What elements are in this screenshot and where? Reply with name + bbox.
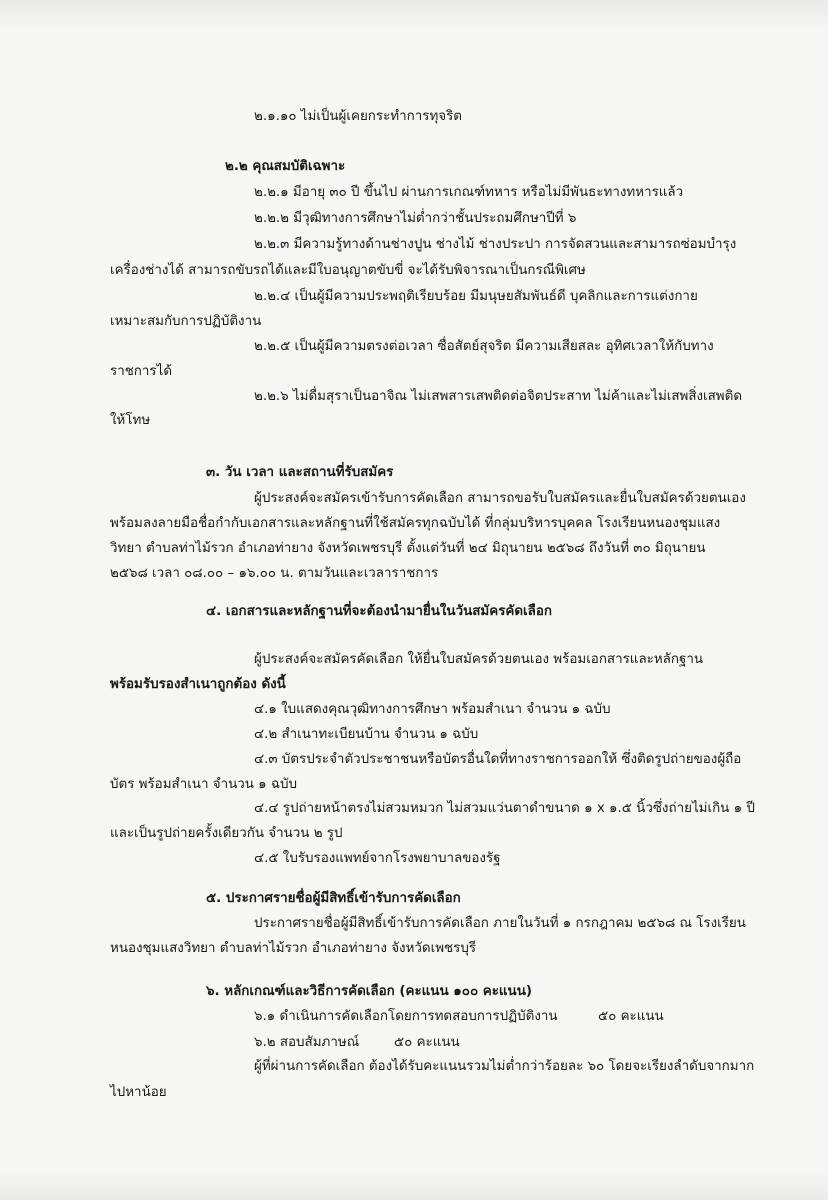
item-6-1-score: ๕๐ คะแนน [598, 1009, 664, 1024]
item-6-1: ๖.๑ ดำเนินการคัดเลือกโดยการทดสอบการปฏิบัติงาน [254, 1009, 558, 1024]
clause-2-2-4-line1: ๒.๒.๔ เป็นผู้มีความประพฤติเรียบร้อย มีมนุษยสัมพันธ์ดี บุคลิกและการแต่งกาย [254, 289, 698, 304]
item-6-2-score: ๕๐ คะแนน [394, 1035, 460, 1050]
clause-2-2-4-line2: เหมาะสมกับการปฏิบัติงาน [110, 314, 262, 329]
item-4-4-line2: และเป็นรูปถ่ายครั้งเดียวกัน จำนวน ๒ รูป [110, 826, 343, 841]
section-4-line1: ผู้ประสงค์จะสมัครคัดเลือก ให้ยื่นใบสมัครด้วยตนเอง พร้อมเอกสารและหลักฐาน [254, 652, 704, 667]
section-6-line1: ผู้ที่ผ่านการคัดเลือก ต้องได้รับคะแนนรวมไม่ต่ำกว่าร้อยละ ๖๐ โดยจะเรียงลำดับจากมาก [254, 1059, 755, 1074]
clause-2-2-6-line2: ให้โทษ [110, 413, 151, 428]
section-4-line2: พร้อมรับรองสำเนาถูกต้อง ดังนี้ [110, 677, 286, 692]
section-5-line1: ประกาศรายชื่อผู้มีสิทธิ์เข้ารับการคัดเลือก ภายในวันที่ ๑ กรกฎาคม ๒๕๖๘ ณ โรงเรียน [254, 916, 746, 931]
heading-3: ๓. วัน เวลา และสถานที่รับสมัคร [206, 465, 394, 480]
clause-2-1-10: ๒.๑.๑๐ ไม่เป็นผู้เคยกระทำการทุจริต [254, 109, 463, 124]
section-5-line2: หนองชุมแสงวิทยา ตำบลท่าไม้รวก อำเภอท่ายาง จังหวัดเพชรบุรี [110, 941, 477, 956]
item-4-5: ๔.๕ ใบรับรองแพทย์จากโรงพยาบาลของรัฐ [254, 851, 501, 866]
item-4-4-line1: ๔.๔ รูปถ่ายหน้าตรงไม่สวมหมวก ไม่สวมแว่นตาดำขนาด ๑ x ๑.๕ นิ้วซึ่งถ่ายไม่เกิน ๑ ปี [254, 801, 755, 816]
section-6-line2: ไปหาน้อย [110, 1085, 167, 1100]
item-6-2: ๖.๒ สอบสัมภาษณ์ [254, 1035, 360, 1050]
heading-5: ๕. ประกาศรายชื่อผู้มีสิทธิ์เข้ารับการคัดเลือก [206, 891, 461, 906]
clause-2-2-5-line1: ๒.๒.๕ เป็นผู้มีความตรงต่อเวลา ซื่อสัตย์สุจริต มีความเสียสละ อุทิศเวลาให้กับทาง [254, 339, 714, 354]
section-3-line4: ๒๕๖๘ เวลา ๐๘.๐๐ – ๑๖.๐๐ น. ตามวันและเวลาราชการ [110, 566, 439, 581]
item-4-3-line2: บัตร พร้อมสำเนา จำนวน ๑ ฉบับ [110, 777, 298, 792]
clause-2-2-1: ๒.๒.๑ มีอายุ ๓๐ ปี ขึ้นไป ผ่านการเกณฑ์ทหาร หรือไม่มีพันธะทางทหารแล้ว [254, 185, 684, 200]
item-4-2: ๔.๒ สำเนาทะเบียนบ้าน จำนวน ๑ ฉบับ [254, 727, 479, 742]
item-4-3-line1: ๔.๓ บัตรประจำตัวประชาชนหรือบัตรอื่นใดที่ทางราชการออกให้ ซึ่งติดรูปถ่ายของผู้ถือ [254, 752, 742, 767]
clause-2-2-3-line1: ๒.๒.๓ มีความรู้ทางด้านช่างปูน ช่างไม้ ช่างประปา การจัดสวนและสามารถซ่อมบำรุง [254, 237, 737, 252]
heading-6: ๖. หลักเกณฑ์และวิธีการคัดเลือก (คะแนน ๑๐๐ คะแนน) [206, 984, 532, 999]
section-3-line3: วิทยา ตำบลท่าไม้รวก อำเภอท่ายาง จังหวัดเพชรบุรี ตั้งแต่วันที่ ๒๔ มิถุนายน ๒๕๖๘ ถึงวันที่ ๓๐ มิถุนายน [110, 541, 706, 556]
clause-2-2-6-line1: ๒.๒.๖ ไม่ดื่มสุราเป็นอาจิณ ไม่เสพสารเสพติดต่อจิตประสาท ไม่ค้าและไม่เสพสิ่งเสพติด [254, 389, 743, 404]
clause-2-2-2: ๒.๒.๒ มีวุฒิทางการศึกษาไม่ต่ำกว่าชั้นประถมศึกษาปีที่ ๖ [254, 211, 577, 226]
clause-2-2-5-line2: ราชการได้ [110, 364, 173, 379]
section-3-line2: พร้อมลงลายมือชื่อกำกับเอกสารและหลักฐานที่ใช้สมัครทุกฉบับได้ ที่กลุ่มบริหารบุคคล โรงเรียนหนองชุมแสง [110, 516, 721, 531]
heading-4: ๔. เอกสารและหลักฐานที่จะต้องนำมายื่นในวันสมัครคัดเลือก [206, 604, 552, 619]
heading-2-2: ๒.๒ คุณสมบัติเฉพาะ [225, 159, 346, 174]
section-3-line1: ผู้ประสงค์จะสมัครเข้ารับการคัดเลือก สามารถขอรับใบสมัครและยื่นใบสมัครด้วยตนเอง [254, 491, 746, 506]
item-4-1: ๔.๑ ใบแสดงคุณวุฒิทางการศึกษา พร้อมสำเนา จำนวน ๑ ฉบับ [254, 702, 611, 717]
clause-2-2-3-line2: เครื่องช่างได้ สามารถขับรถได้และมีใบอนุญาตขับขี่ จะได้รับพิจารณาเป็นกรณีพิเศษ [110, 263, 586, 278]
